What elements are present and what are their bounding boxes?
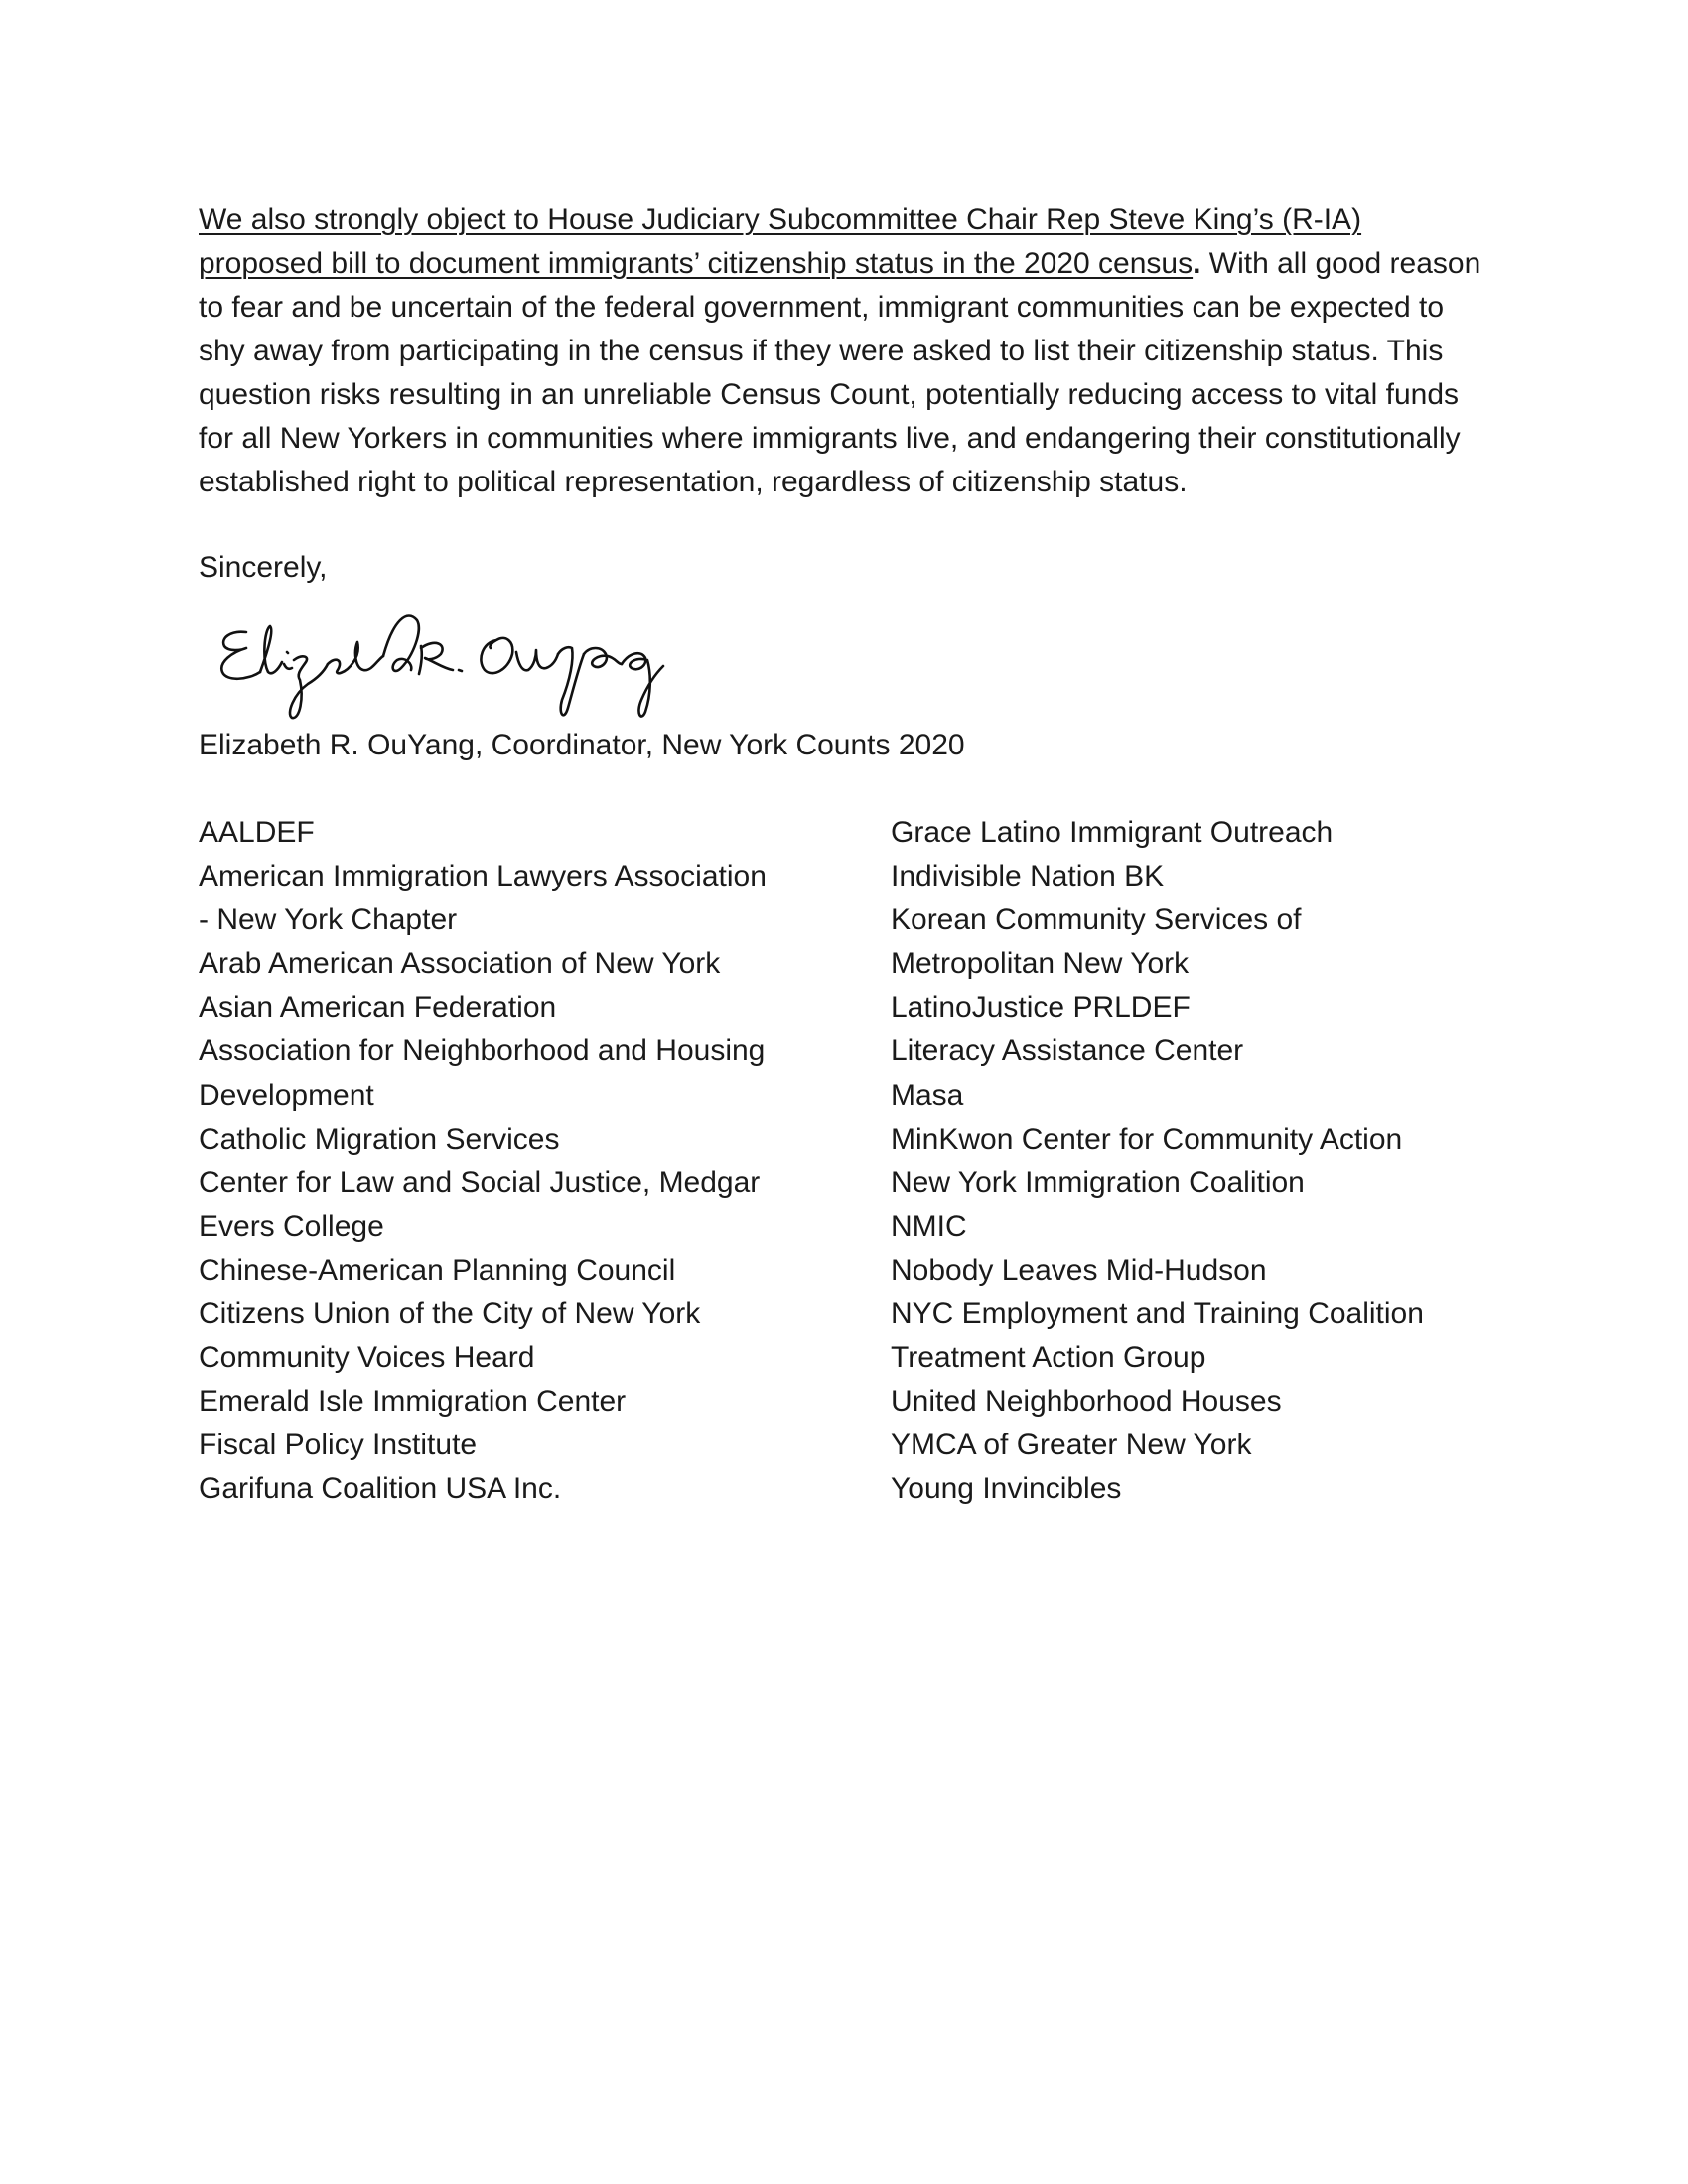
underlined-objection: We also strongly object to House Judiciary Subcommittee Chair Rep Steve King’s (R-IA) proposed bill to document immigrants’ citizenship status in the 2020 census bbox=[199, 204, 1362, 280]
signatory-line: Association for Neighborhood and Housing bbox=[199, 1034, 766, 1068]
signatory-line: Masa bbox=[891, 1078, 964, 1112]
bold-period: . bbox=[1193, 247, 1201, 280]
signer-name-title: Elizabeth R. OuYang, Coordinator, New York Counts 2020 bbox=[199, 729, 965, 761]
signatory-line: Korean Community Services of bbox=[891, 903, 1302, 937]
signatory-line: Development bbox=[199, 1078, 374, 1112]
signatory-line: Citizens Union of the City of New York bbox=[199, 1297, 701, 1331]
signatories-right-column bbox=[891, 811, 1506, 1512]
signatory-line: Metropolitan New York bbox=[891, 947, 1190, 981]
handwritten-signature bbox=[209, 591, 675, 725]
signatory-line: Center for Law and Social Justice, Medgar bbox=[199, 1165, 761, 1199]
signatory-line: Garifuna Coalition USA Inc. bbox=[199, 1472, 562, 1506]
signatory-line: United Neighborhood Houses bbox=[891, 1385, 1282, 1419]
signatory-line: Asian American Federation bbox=[199, 991, 557, 1024]
signatory-line: MinKwon Center for Community Action bbox=[891, 1122, 1403, 1156]
signatory-line: Young Invincibles bbox=[891, 1472, 1122, 1506]
signatory-line: Indivisible Nation BK bbox=[891, 860, 1165, 893]
signatory-line: Fiscal Policy Institute bbox=[199, 1429, 478, 1462]
letter-page bbox=[199, 199, 1489, 1506]
signatory-line: NMIC bbox=[891, 1209, 967, 1243]
signatory-line: YMCA of Greater New York bbox=[891, 1429, 1252, 1462]
signatory-line: Evers College bbox=[199, 1209, 384, 1243]
signatory-line: Chinese-American Planning Council bbox=[199, 1253, 676, 1287]
signatories-left-column bbox=[199, 811, 814, 1512]
signatory-line: Grace Latino Immigrant Outreach bbox=[891, 816, 1334, 849]
signatory-line: AALDEF bbox=[199, 816, 315, 849]
signatory-line: Arab American Association of New York bbox=[199, 947, 721, 981]
signatory-line: Emerald Isle Immigration Center bbox=[199, 1385, 627, 1419]
closing-salutation: Sincerely, bbox=[199, 551, 328, 584]
objection-paragraph bbox=[199, 199, 1489, 504]
signatory-line: Catholic Migration Services bbox=[199, 1122, 560, 1156]
signatory-line: American Immigration Lawyers Association bbox=[199, 860, 767, 893]
signatory-line: NYC Employment and Training Coalition bbox=[891, 1297, 1424, 1331]
signatory-line: Community Voices Heard bbox=[199, 1341, 535, 1375]
signatory-line: - New York Chapter bbox=[199, 903, 458, 937]
paragraph-body: With all good reason to fear and be uncertain of the federal government, immigrant communities can be expected to shy away from participating in the census if they were asked to list their citizenship status. This question risks resulting in an unreliable Census Count, potentially reducing access to vital funds for all New Yorkers in communities where immigrants live, and endangering their constitutionally established right to political representation, regardless of citizenship status. bbox=[199, 247, 1481, 498]
signatory-line: Treatment Action Group bbox=[891, 1341, 1206, 1375]
signatory-line: LatinoJustice PRLDEF bbox=[891, 991, 1191, 1024]
signatory-line: New York Immigration Coalition bbox=[891, 1165, 1305, 1199]
signatory-line: Nobody Leaves Mid-Hudson bbox=[891, 1253, 1267, 1287]
signatory-line: Literacy Assistance Center bbox=[891, 1034, 1244, 1068]
